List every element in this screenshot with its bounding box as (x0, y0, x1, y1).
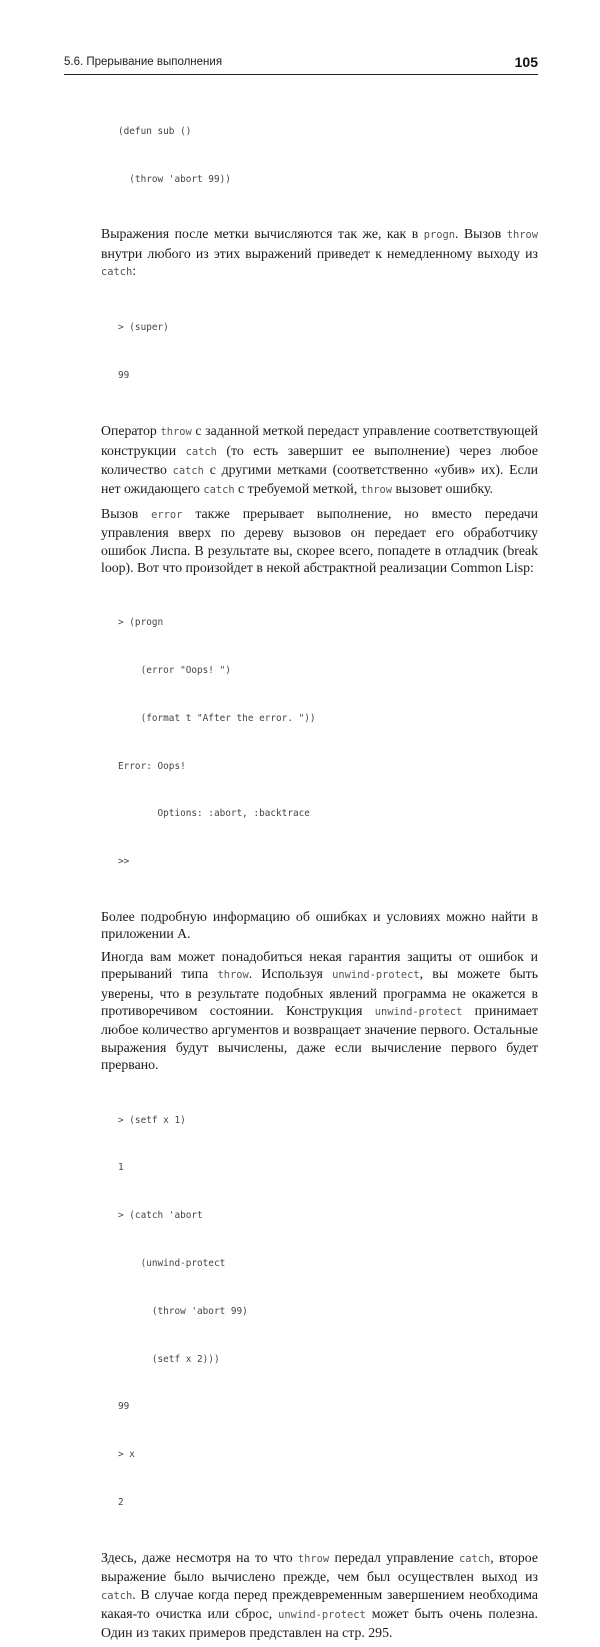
page-body (101, 90, 538, 1647)
inline-code: catch (459, 1552, 491, 1565)
inline-code: throw (217, 969, 249, 982)
code-line: (defun sub () (118, 125, 192, 137)
inline-code: unwind-protect (374, 1006, 463, 1019)
code-line: (unwind-protect (118, 1257, 226, 1269)
code-line: 99 (118, 370, 130, 382)
page-header (64, 56, 538, 75)
inline-code: throw (297, 1552, 330, 1565)
code-line: Error: Oops! (118, 760, 186, 772)
code-block-defun-sub (118, 90, 538, 220)
code-block-progn-error (118, 581, 538, 903)
inline-code: throw (360, 484, 392, 497)
code-block-setf-catch (118, 1079, 538, 1544)
inline-code: throw (506, 229, 538, 242)
paragraph-after-label: Выражения после метки вычисляются так же, как в progn. Вызов throw внутри любого из этих выражений приведет к немедленному выходу из catch: (101, 226, 538, 279)
paragraph-throw-operator: Оператор throw с заданной меткой передаст управление соответствующей конструкции catch (то есть завершит ее выполнение) через любое количество catch с другими метками (соответственно «убив» их). Если нет ожидающего catch с требуемой меткой, throw вызовет ошибку. (101, 423, 538, 497)
section-title: 5.6. Прерывание выполнения (64, 56, 223, 68)
inline-code: catch (101, 1589, 133, 1602)
code-line: > (catch 'abort (118, 1210, 203, 1222)
inline-code: unwind-protect (278, 1609, 366, 1622)
paragraph-unwind-protect: Иногда вам может понадобиться некая гарантия защиты от ошибок и прерываний типа throw. Используя unwind-protect, вы можете быть уверены, что в результате подобных явлений программа не окажется в противоречивом состоянии. Конструкция unwind-protect принимает любое количество аргументов и возвращает значение первого. Остальные выражения будут вычислены, даже если вычисление первого будет прервано. (101, 948, 539, 1073)
inline-code: throw (160, 426, 192, 439)
code-line: 1 (118, 1162, 124, 1174)
inline-code: catch (101, 266, 133, 279)
code-line: 2 (118, 1497, 124, 1508)
code-line: (setf x 2))) (118, 1353, 220, 1365)
inline-code: progn (423, 229, 456, 242)
page-number: 105 (514, 54, 538, 70)
paragraph-error-call: Вызов error также прерывает выполнение, но вместо передачи управления вверх по дереву вызовов он передает его обработчику ошибок Лиспа. В результате вы, скорее всего, попадете в отладчик (break loop). Вот что произойдет в некой абстрактной реализации Common Lisp: (101, 505, 538, 575)
inline-code: catch (203, 484, 235, 497)
paragraph-conclusion: Здесь, даже несмотря на то что throw передал управление catch, второе выражение было вычислено прежде, чем был осуществлен выход из catch. В случае когда перед преждевременным завершением необходима какая-то очистка или сброс, unwind-protect может быть очень полезна. Один из таких примеров представлен на стр. 295. (101, 1549, 538, 1641)
inline-code: unwind-protect (332, 969, 420, 982)
code-line: > (progn (118, 617, 164, 629)
code-line: >> (118, 856, 130, 868)
paragraph-appendix-ref: Более подробную информацию об ошибках и условиях можно найти в приложении A. (101, 909, 538, 942)
code-block-super (118, 287, 538, 417)
code-line: (format t "After the error. ")) (118, 712, 316, 724)
inline-code: catch (185, 445, 217, 458)
code-line: Options: :abort, :backtrace (118, 808, 310, 820)
inline-code: catch (172, 464, 204, 477)
code-line: > x (118, 1449, 135, 1461)
code-line: 99 (118, 1401, 130, 1413)
code-line: > (setf x 1) (118, 1114, 186, 1126)
code-line: (throw 'abort 99)) (118, 173, 231, 185)
code-line: (throw 'abort 99) (118, 1305, 248, 1317)
code-line: (error "Oops! ") (118, 664, 231, 676)
inline-code: error (151, 508, 183, 521)
code-line: > (super) (118, 322, 169, 334)
